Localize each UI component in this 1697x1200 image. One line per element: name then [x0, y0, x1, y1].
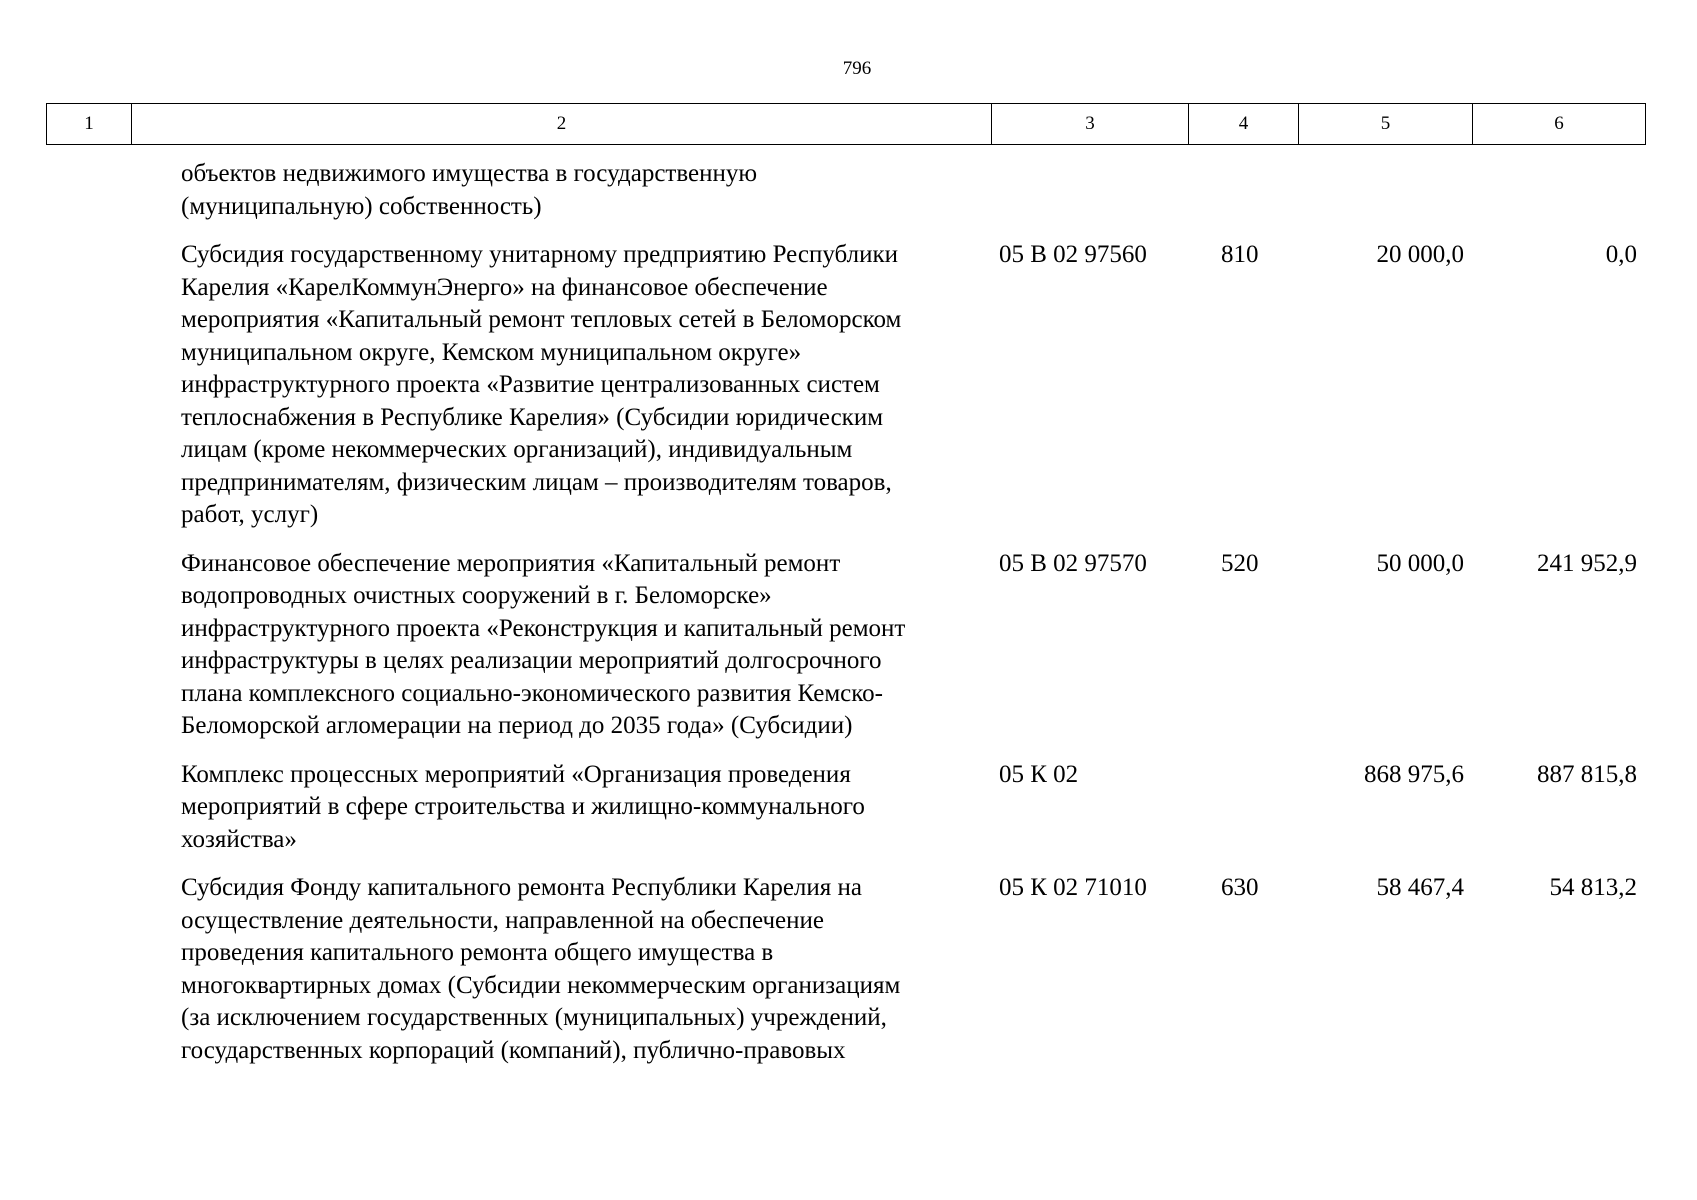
description-line: хозяйства»	[181, 825, 297, 853]
row-description	[86, 158, 991, 239]
column-header-5: 5	[1299, 104, 1473, 145]
column-header-2: 2	[132, 104, 992, 145]
description-line: осуществление деятельности, направленной на обеспечение	[181, 906, 825, 934]
row-expense-type	[1188, 759, 1298, 873]
description-line: инфраструктуры в целях реализации мероприятий долгосрочного	[181, 647, 882, 674]
description-line: плана комплексного социально-экономического развития Кемско-	[181, 679, 883, 707]
row-expense-type: 810	[1221, 241, 1259, 268]
row-empty-cell	[46, 548, 86, 759]
description-line: государственных корпораций (компаний), публично-правовых	[181, 1036, 846, 1064]
budget-table-body	[46, 158, 1645, 1083]
row-description	[86, 759, 991, 873]
description-line: муниципальном округе, Кемском муниципальном округе»	[181, 338, 802, 366]
row-empty-cell	[46, 759, 86, 873]
row-code: 05 В 02 97570	[999, 549, 1147, 577]
description-line: мероприятий в сфере строительства и жилищно-коммунального	[181, 793, 865, 820]
row-value-col6: 887 815,8	[1537, 760, 1637, 788]
description-line: проведения капитального ремонта общего имущества в	[181, 939, 774, 966]
description-line: мероприятия «Капитальный ремонт тепловых сетей в Беломорском	[181, 306, 902, 333]
row-value-col6	[1472, 158, 1645, 239]
description-line: лицам (кроме некоммерческих организаций), индивидуальным	[181, 436, 853, 463]
row-empty-cell	[46, 158, 86, 239]
description-line: Субсидия государственному унитарному предприятию Республики	[181, 241, 898, 268]
row-description	[86, 239, 991, 548]
description-line: объектов недвижимого имущества в государственную	[181, 160, 758, 187]
description-line: инфраструктурного проекта «Развитие централизованных систем	[181, 371, 880, 398]
row-empty-cell	[46, 872, 86, 1083]
column-header-3: 3	[992, 104, 1189, 145]
row-value-col5: 50 000,0	[1376, 549, 1464, 577]
description-line: Карелия «КарелКоммунЭнерго» на финансовое обеспечение	[181, 273, 828, 301]
description-line: многоквартирных домах (Субсидии некоммерческим организациям	[181, 971, 901, 999]
column-header-4: 4	[1189, 104, 1299, 145]
table-row	[46, 158, 1645, 239]
row-expense-type: 630	[1221, 874, 1259, 901]
description-line: Финансовое обеспечение мероприятия «Капитальный ремонт	[181, 549, 841, 577]
row-value-col5: 868 975,6	[1364, 760, 1464, 788]
row-value-col5: 58 467,4	[1376, 874, 1464, 901]
row-value-col5	[1298, 158, 1472, 239]
description-line: Беломорской агломерации на период до 2035 года» (Субсидии)	[181, 712, 853, 739]
row-code: 05 К 02 71010	[999, 874, 1147, 901]
row-code: 05 В 02 97560	[999, 241, 1147, 268]
row-value-col5: 20 000,0	[1376, 241, 1464, 268]
row-value-col6: 0,0	[1605, 241, 1637, 268]
row-description	[86, 872, 991, 1083]
description-line: (за исключением государственных (муниципальных) учреждений,	[181, 1004, 887, 1031]
row-code	[991, 158, 1188, 239]
row-expense-type	[1188, 158, 1298, 239]
column-header-row	[47, 104, 1646, 145]
description-line: теплоснабжения в Республике Карелия» (Субсидии юридическим	[181, 403, 884, 431]
description-line: (муниципальную) собственность)	[181, 192, 542, 220]
page-number: 796	[842, 58, 872, 79]
description-line: Субсидия Фонду капитального ремонта Республики Карелия на	[181, 874, 862, 901]
description-line: Комплекс процессных мероприятий «Организация проведения	[181, 760, 851, 788]
description-line: работ, услуг)	[181, 501, 319, 528]
description-line: предпринимателям, физическим лицам – производителям товаров,	[181, 468, 892, 496]
row-expense-type: 520	[1221, 549, 1259, 577]
row-value-col6: 54 813,2	[1549, 874, 1637, 901]
row-empty-cell	[46, 239, 86, 548]
description-line: водопроводных очистных сооружений в г. Беломорске»	[181, 582, 772, 609]
row-code: 05 К 02	[999, 760, 1079, 788]
table-row	[46, 872, 1645, 1083]
table-row	[46, 548, 1645, 759]
row-value-col6: 241 952,9	[1537, 549, 1637, 577]
description-line: инфраструктурного проекта «Реконструкция и капитальный ремонт	[181, 614, 906, 642]
row-description	[86, 548, 991, 759]
column-header-table	[46, 103, 1646, 145]
column-header-6: 6	[1473, 104, 1646, 145]
table-row	[46, 239, 1645, 548]
column-header-1: 1	[47, 104, 132, 145]
table-row	[46, 759, 1645, 873]
